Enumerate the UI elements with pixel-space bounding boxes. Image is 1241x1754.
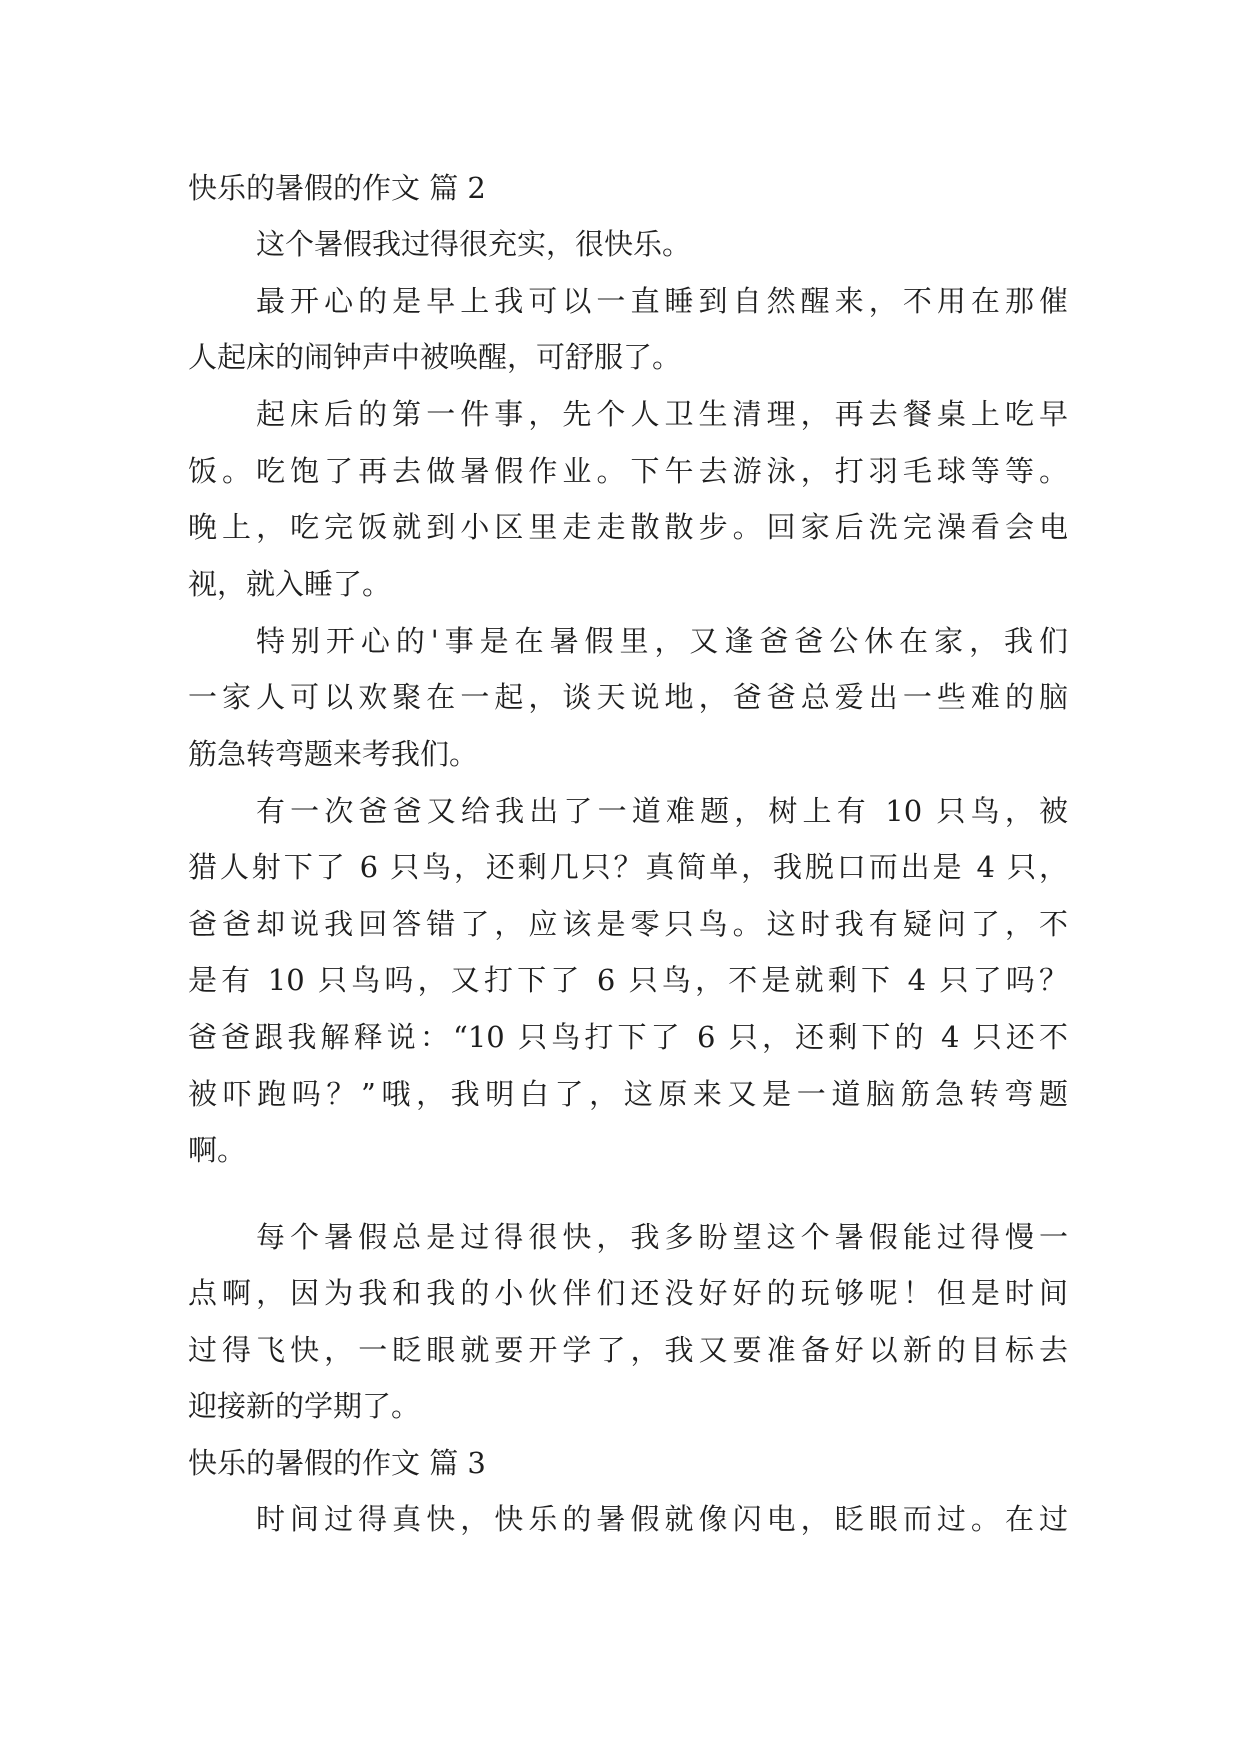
paragraph-line: 人起床的闹钟声中被唤醒，可舒服了。 bbox=[188, 340, 682, 374]
paragraph-line: 这个暑假我过得很充实，很快乐。 bbox=[256, 227, 692, 261]
paragraph-line: 特别开心的'事是在暑假里，又逢爸爸公休在家，我们 bbox=[256, 624, 1068, 658]
paragraph-line: 啊。 bbox=[188, 1133, 247, 1167]
paragraph-line: 点啊，因为我和我的小伙伴们还没好好的玩够呢！但是时间 bbox=[188, 1276, 1068, 1310]
paragraph-line: 有一次爸爸又给我出了一道难题，树上有 10 只鸟，被 bbox=[256, 794, 1068, 828]
paragraph-line: 过得飞快，一眨眼就要开学了，我又要准备好以新的目标去 bbox=[188, 1333, 1068, 1367]
section-heading: 快乐的暑假的作文 篇 3 bbox=[188, 1446, 486, 1480]
paragraph-line: 筋急转弯题来考我们。 bbox=[188, 737, 479, 771]
paragraph-line: 被吓跑吗？”哦，我明白了，这原来又是一道脑筋急转弯题 bbox=[188, 1077, 1068, 1111]
paragraph-line: 起床后的第一件事，先个人卫生清理，再去餐桌上吃早 bbox=[256, 397, 1068, 431]
paragraph-line: 爸爸却说我回答错了，应该是零只鸟。这时我有疑问了，不 bbox=[188, 907, 1068, 941]
paragraph-line: 晚上，吃完饭就到小区里走走散散步。回家后洗完澡看会电 bbox=[188, 510, 1068, 544]
paragraph-line: 饭。吃饱了再去做暑假作业。下午去游泳，打羽毛球等等。 bbox=[188, 454, 1068, 488]
paragraph-line: 是有 10 只鸟吗，又打下了 6 只鸟，不是就剩下 4 只了吗？ bbox=[188, 963, 1068, 997]
paragraph-line: 最开心的是早上我可以一直睡到自然醒来，不用在那催 bbox=[256, 284, 1068, 318]
section-heading: 快乐的暑假的作文 篇 2 bbox=[188, 171, 486, 205]
paragraph-line: 每个暑假总是过得很快，我多盼望这个暑假能过得慢一 bbox=[256, 1220, 1068, 1254]
paragraph-line: 迎接新的学期了。 bbox=[188, 1389, 421, 1423]
paragraph-line: 时间过得真快，快乐的暑假就像闪电，眨眼而过。在过 bbox=[256, 1502, 1068, 1536]
paragraph-line: 视，就入睡了。 bbox=[188, 567, 392, 601]
paragraph-line: 猎人射下了 6 只鸟，还剩几只？真简单，我脱口而出是 4 只， bbox=[188, 850, 1068, 884]
paragraph-line: 爸爸跟我解释说：“10 只鸟打下了 6 只，还剩下的 4 只还不 bbox=[188, 1020, 1068, 1054]
paragraph-line: 一家人可以欢聚在一起，谈天说地，爸爸总爱出一些难的脑 bbox=[188, 680, 1068, 714]
